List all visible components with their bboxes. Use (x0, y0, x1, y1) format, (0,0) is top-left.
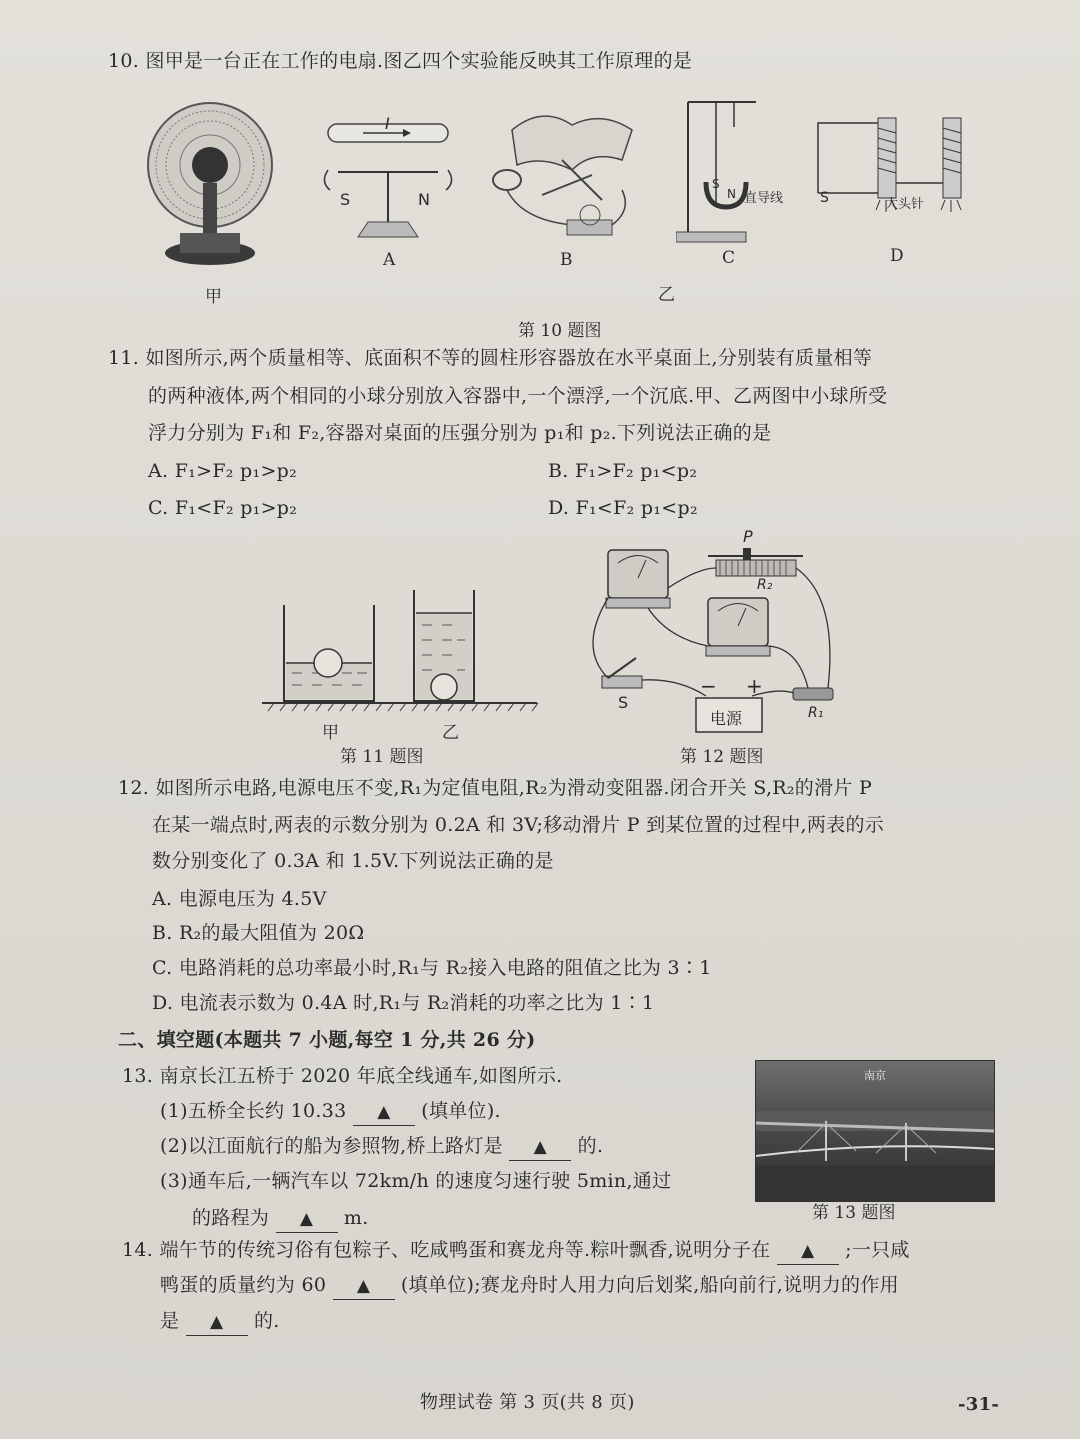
exp-c-s: S (712, 177, 720, 191)
q14-blank-3[interactable] (186, 1308, 248, 1336)
q13-sub1-pre: (1)五桥全长约 10.33 (160, 1100, 347, 1122)
q14-l1-pre: 14. 端午节的传统习俗有包粽子、吃咸鸭蛋和赛龙舟等.粽叶飘香,说明分子在 (122, 1239, 771, 1261)
q14-l3-pre: 是 (160, 1310, 180, 1332)
q12-option-a: A. 电源电压为 4.5V (152, 888, 327, 910)
q11-caption: 第 11 题图 (340, 747, 424, 767)
q14-line1 (122, 1237, 910, 1265)
exp-d-pin-label: 大头针 (885, 197, 925, 212)
q11-label-jia: 甲 (322, 723, 339, 743)
q13-blank-1[interactable] (353, 1098, 415, 1126)
q12-option-c: C. 电路消耗的总功率最小时,R₁与 R₂接入电路的阻值之比为 3∶1 (152, 957, 712, 979)
q13-blank-3[interactable] (276, 1205, 338, 1233)
blank-triangle-icon: ▲ (299, 1209, 314, 1229)
blank-triangle-icon: ▲ (377, 1102, 391, 1122)
exp-c-wire-label: 直导线 (744, 191, 784, 206)
q14-line2 (160, 1272, 899, 1300)
circuit-r2-label: R₂ (757, 577, 773, 593)
section-2-heading: 二、填空题(本题共 7 小题,每空 1 分,共 26 分) (118, 1029, 536, 1051)
q13-sub3-line1: (3)通车后,一辆汽车以 72km/h 的速度匀速行驶 5min,通过 (160, 1170, 672, 1192)
q14-blank-1[interactable] (777, 1237, 839, 1265)
q13-sub3-pre: 的路程为 (192, 1207, 270, 1229)
circuit-plus: + (746, 674, 763, 698)
q12-caption: 第 12 题图 (680, 747, 764, 767)
q13-sub3-line2 (192, 1205, 369, 1233)
bridge-photo-text: 南京 (864, 1069, 886, 1082)
q12-option-b: B. R₂的最大阻值为 20Ω (152, 922, 365, 944)
blank-triangle-icon: ▲ (533, 1137, 547, 1157)
q13-caption: 第 13 题图 (812, 1203, 896, 1223)
blank-triangle-icon: ▲ (801, 1241, 815, 1261)
q11-option-c: C. F₁<F₂ p₁>p₂ (148, 497, 298, 519)
exp-a-current-label: I (385, 114, 390, 133)
q13-sub1 (160, 1098, 501, 1126)
q12-line3: 数分别变化了 0.3A 和 1.5V.下列说法正确的是 (152, 850, 554, 872)
q10-caption: 第 10 题图 (518, 321, 602, 341)
q14-l3-post: 的. (254, 1310, 280, 1332)
q10-stem: 10. 图甲是一台正在工作的电扇.图乙四个实验能反映其工作原理的是 (108, 50, 693, 72)
q10-label-yi: 乙 (658, 285, 675, 305)
q11-line2: 的两种液体,两个相同的小球分别放入容器中,一个漂浮,一个沉底.甲、乙两图中小球所受 (148, 385, 888, 407)
q11-option-b: B. F₁>F₂ p₁<p₂ (548, 460, 698, 482)
q14-line3 (160, 1308, 280, 1336)
q13-blank-2[interactable] (509, 1133, 571, 1161)
blank-triangle-icon: ▲ (356, 1276, 371, 1296)
footer-page-number: -31- (958, 1394, 1000, 1415)
exp-d-label: D (890, 246, 904, 266)
exp-c-label: C (722, 248, 736, 268)
q10-label-jia: 甲 (205, 287, 222, 307)
exp-a-n: N (418, 190, 430, 209)
q14-blank-2[interactable] (333, 1272, 395, 1300)
q11-line3: 浮力分别为 F₁和 F₂,容器对桌面的压强分别为 p₁和 p₂.下列说法正确的是 (148, 422, 772, 444)
containers-figure (262, 585, 542, 715)
exp-d-s: S (820, 190, 829, 206)
q14-l2-post: (填单位);赛龙舟时人用力向后划桨,船向前行,说明力的作用 (400, 1274, 899, 1296)
q13-sub2-post: 的. (577, 1135, 604, 1157)
exp-b-label: B (560, 250, 573, 270)
exp-a-s: S (340, 190, 351, 209)
q11-option-a: A. F₁>F₂ p₁>p₂ (148, 460, 298, 482)
exp-a-label: A (383, 250, 396, 270)
circuit-source-label: 电源 (710, 709, 743, 728)
q13-sub2 (160, 1133, 603, 1161)
blank-triangle-icon: ▲ (209, 1312, 224, 1332)
q14-l1-post: ;一只咸 (845, 1239, 910, 1261)
q11-line1: 11. 如图所示,两个质量相等、底面积不等的圆柱形容器放在水平桌面上,分别装有质量相等 (108, 347, 873, 369)
q13-sub2-pre: (2)以江面航行的船为参照物,桥上路灯是 (160, 1135, 503, 1157)
q11-label-yi: 乙 (442, 723, 459, 743)
q12-line2: 在某一端点时,两表的示数分别为 0.2A 和 3V;移动滑片 P 到某位置的过程中,两表的示 (152, 814, 885, 836)
q11-option-d: D. F₁<F₂ p₁<p₂ (548, 497, 698, 519)
exp-c-n: N (727, 187, 736, 201)
q13-sub1-post: (填单位). (421, 1100, 501, 1122)
q13-stem: 13. 南京长江五桥于 2020 年底全线通车,如图所示. (122, 1065, 563, 1087)
fan-figure (140, 95, 290, 275)
circuit-r1-label: R₁ (808, 705, 824, 721)
q14-l2-pre: 鸭蛋的质量约为 60 (160, 1274, 327, 1296)
circuit-minus: − (700, 674, 717, 698)
exp-b-figure (482, 100, 662, 245)
circuit-s-label: S (618, 693, 629, 712)
q12-option-d: D. 电流表示数为 0.4A 时,R₁与 R₂消耗的功率之比为 1∶1 (152, 992, 655, 1014)
q13-sub3-post: m. (343, 1207, 369, 1229)
exp-c-figure (676, 92, 806, 247)
circuit-p-label: P (743, 527, 753, 546)
bridge-photo (755, 1060, 995, 1202)
footer-page-info: 物理试卷 第 3 页(共 8 页) (420, 1392, 635, 1413)
q12-line1: 12. 如图所示电路,电源电压不变,R₁为定值电阻,R₂为滑动变阻器.闭合开关 S,R₂的滑片 P (118, 777, 873, 799)
